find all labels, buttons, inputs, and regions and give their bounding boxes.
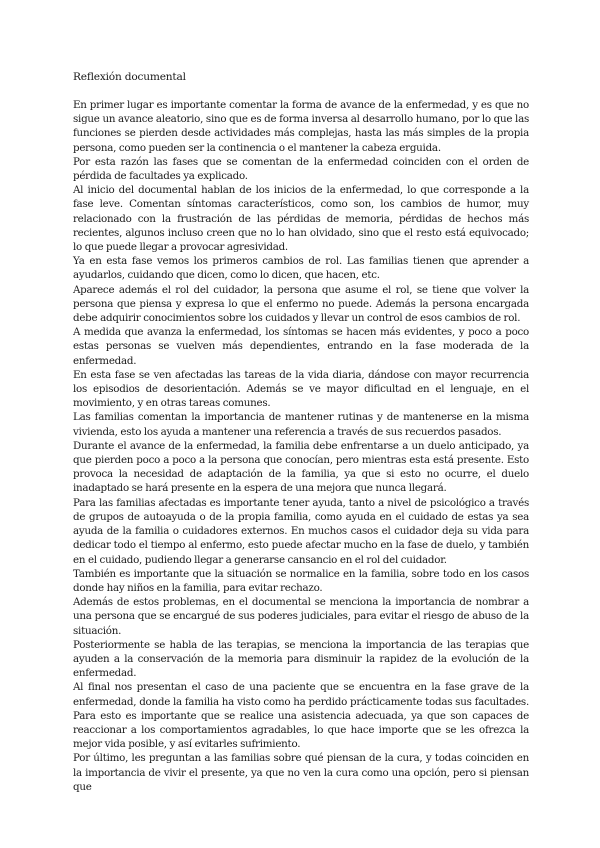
paragraph: Para las familias afectadas es importante tener ayuda, tanto a nivel de psicológico a través de grupos de autoayuda o de la propia familia, como ayuda en el cuidado de estas ya sea ayuda de la familia o cuidadores externos. En muchos casos el cuidador deja su vida para dedicar todo el tiempo al enfermo, esto puede afectar mucho en la fase de duelo, y también en el cuidado, pudiendo llegar a generarse cansancio en el rol del cuidador. bbox=[73, 496, 529, 566]
paragraph: Al final nos presentan el caso de una paciente que se encuentra en la fase grave de la enfermedad, donde la familia ha visto como ha perdido prácticamente todas sus facultades. Para esto es importante que se realice una asistencia adecuada, ya que son capaces de reaccionar a los comportamientos agradables, lo que hace importe que se les ofrezca la mejor vida posible, y así evitarles sufrimiento. bbox=[73, 681, 529, 751]
paragraph: Ya en esta fase vemos los primeros cambios de rol. Las familias tienen que aprender a ayudarlos, cuidando que dicen, como lo dicen, que hacen, etc. bbox=[73, 255, 529, 282]
document-title: Reflexión documental bbox=[73, 71, 186, 83]
paragraph: También es importante que la situación se normalice en la familia, sobre todo en los casos donde hay niños en la familia, para evitar rechazo. bbox=[73, 567, 529, 594]
paragraph: Las familias comentan la importancia de mantener rutinas y de mantenerse en la misma vivienda, esto los ayuda a mantener una referencia a través de sus recuerdos pasados. bbox=[73, 411, 529, 438]
document-body bbox=[73, 98, 529, 794]
paragraph: Por último, les preguntan a las familias sobre qué piensan de la cura, y todas coinciden en la importancia de vivir el presente, ya que no ven la cura como una opción, pero si piensan que bbox=[73, 752, 529, 793]
paragraph: Además de estos problemas, en el documental se menciona la importancia de nombrar a una persona que se encargué de sus poderes judiciales, para evitar el riesgo de abuso de la situación. bbox=[73, 596, 529, 637]
paragraph: Durante el avance de la enfermedad, la familia debe enfrentarse a un duelo anticipado, ya que pierden poco a poco a la persona que conocían, pero mientras esta está presente. Esto provoca la necesidad de adaptación de la familia, ya que si esto no ocurre, el duelo inadaptado se hará presente en la espera de una mejora que nunca llegará. bbox=[73, 439, 529, 495]
paragraph: Al inicio del documental hablan de los inicios de la enfermedad, lo que corresponde a la fase leve. Comentan síntomas característicos, como son, los cambios de humor, muy relacionado con la frustración de las pérdidas de memoria, pérdidas de hechos más recientes, algunos incluso creen que no lo han olvidado, sino que el resto está equivocado; lo que puede llegar a provocar agresividad. bbox=[73, 184, 529, 254]
paragraph: A medida que avanza la enfermedad, los síntomas se hacen más evidentes, y poco a poco estas personas se vuelven más dependientes, entrando en la fase moderada de la enfermedad. bbox=[73, 326, 529, 367]
paragraph: En primer lugar es importante comentar la forma de avance de la enfermedad, y es que no sigue un avance aleatorio, sino que es de forma inversa al desarrollo humano, por lo que las funciones se pierden desde actividades más complejas, hasta las más simples de la propia persona, como pueden ser la continencia o el mantener la cabeza erguida. bbox=[73, 99, 529, 154]
paragraph: Posteriormente se habla de las terapias, se menciona la importancia de las terapias que ayuden a la conservación de la memoria para disminuir la rapidez de la evolución de la enfermedad. bbox=[73, 638, 529, 680]
paragraph: Aparece además el rol del cuidador, la persona que asume el rol, se tiene que volver la persona que piensa y expresa lo que el enfermo no puede. Además la persona encargada debe adquirir conocimientos sobre los cuidados y llevar un control de esos cambios de rol. bbox=[73, 283, 529, 325]
paragraph: En esta fase se ven afectadas las tareas de la vida diaria, dándose con mayor recurrencia los episodios de desorientación. Además se ve mayor dificultad en el lenguaje, en el movimiento, y en otras tareas comunes. bbox=[73, 368, 529, 410]
paragraph: Por esta razón las fases que se comentan de la enfermedad coinciden con el orden de pérdida de facultades ya explicado. bbox=[73, 155, 529, 183]
